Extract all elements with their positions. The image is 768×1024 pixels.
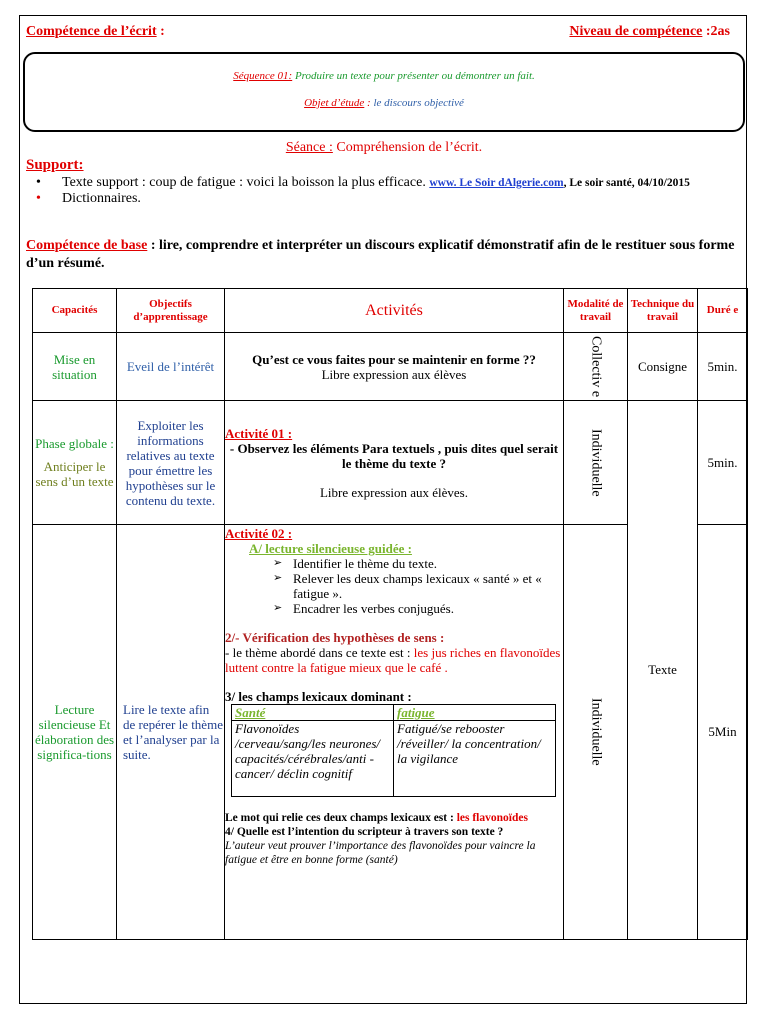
objectif-cell: Lire le texte afin de repérer le thème et l’analyser par la suite.: [117, 525, 225, 940]
lecture-guidee-title: A/ lecture silencieuse guidée :: [249, 541, 412, 556]
support-list: [36, 175, 736, 207]
objectif-cell: Eveil de l’intérêt: [117, 333, 225, 401]
modalite-text: Collectiv e: [588, 335, 604, 398]
support-item-text: • Texte support : coup de fatigue : voici la boisson la plus efficace. www. Le Soir dAlgerie.com, Le soir santé, 04/10/2015: [36, 175, 690, 190]
table-row: [33, 401, 748, 525]
capacite-cell: [33, 401, 117, 525]
list-item: ➢ Identifier le thème du texte.: [273, 556, 563, 571]
objet-line: Objet d’étude : le discours objectivé: [304, 97, 464, 109]
verification-text: - le thème abordé dans ce texte est : les jus riches en flavonoïdes luttent contre la fatigue mieux que le café .: [225, 645, 561, 675]
champs-table: [231, 704, 556, 797]
duree-cell: 5min.: [698, 401, 748, 525]
list-item: ➢ Encadrer les verbes conjugués.: [273, 601, 563, 616]
modalite-cell: [564, 525, 628, 940]
modalite-text: Individuelle: [588, 698, 604, 766]
question-4: 4/ Quelle est l’intention du scripteur à travers son texte ?: [225, 826, 504, 838]
lesson-table: [32, 288, 748, 940]
capacite-cell: Mise en situation: [33, 333, 117, 401]
question-4-answer: L’auteur veut prouver l’importance des flavonoïdes pour vaincre la fatigue et être en bonne forme (santé): [225, 840, 536, 866]
verification-title: 2/- Vérification des hypothèses de sens :: [225, 630, 445, 645]
activite-cell: [225, 401, 564, 525]
list-item: ➢ Relever les deux champs lexicaux « santé » et « fatigue ».: [273, 571, 563, 601]
competence-heading: Compétence de l’écrit :: [26, 24, 165, 39]
champs-title: 3/ les champs lexicaux dominant :: [225, 689, 412, 704]
technique-cell: Consigne: [628, 333, 698, 401]
modalite-cell: [564, 401, 628, 525]
activite-instruction: - Observez les éléments Para textuels , puis dites quel serait le thème du texte ?: [229, 440, 559, 471]
header-technique: Technique du travail: [628, 289, 698, 333]
modalite-cell: [564, 333, 628, 401]
col-fatigue-header: fatigue: [394, 705, 556, 721]
answer-text: Libre expression aux élèves: [321, 366, 467, 382]
question-text: Qu’est ce vous faites pour se maintenir en forme ??: [252, 351, 536, 367]
objectif-cell: Exploiter les informations relatives au texte pour émettre les hypothèses sur le contenu du texte.: [117, 401, 225, 525]
capacite-cell: Lecture silencieuse Et élaboration des significa-tions: [33, 525, 117, 940]
fatigue-words: Fatigué/se rebooster /réveiller/ la concentration/ la vigilance: [394, 721, 556, 797]
competence-base: Compétence de base : lire, comprendre et interpréter un discours explicatif démonstratif afin de le restituer sous forme d’un résumé.: [26, 238, 735, 271]
niveau-heading: Niveau de compétence :2as: [569, 24, 730, 39]
header-objectifs: Objectifs d’apprentissage: [117, 289, 225, 333]
technique-cell: Texte: [628, 401, 698, 940]
seance-title: Séance : Compréhension de l’écrit.: [285, 140, 483, 155]
support-item-dictionnaires: • Dictionnaires.: [36, 191, 141, 206]
activite-title: Activité 01 :: [225, 425, 293, 441]
header-activites: Activités: [225, 289, 564, 333]
task-list: [225, 556, 563, 616]
duree-cell: 5min.: [698, 333, 748, 401]
header-modalite: Modalité de travail: [564, 289, 628, 333]
sante-words: Flavonoïdes /cerveau/sang/les neurones/ capacités/cérébrales/anti -cancer/ déclin cognitif: [232, 721, 394, 797]
modalite-text: Individuelle: [588, 428, 604, 497]
activite-cell: [225, 333, 564, 401]
activite-title: Activité 02 :: [225, 526, 293, 541]
table-row: [33, 333, 748, 401]
sequence-box: [23, 52, 745, 132]
sequence-line: Séquence 01: Produire un texte pour présenter ou démontrer un fait.: [233, 70, 535, 82]
header-capacites: Capacités: [33, 289, 117, 333]
support-heading: Support:: [26, 157, 84, 173]
activite-cell: [225, 525, 564, 940]
capacite-phase: Phase globale :: [35, 436, 114, 451]
capacite-anticiper: Anticiper le sens d’un texte: [35, 459, 114, 489]
table-header-row: [33, 289, 748, 333]
header-duree: Duré e: [698, 289, 748, 333]
duree-cell: 5Min: [698, 525, 748, 940]
answer-text: Libre expression aux élèves.: [319, 484, 468, 500]
mot-liaison: Le mot qui relie ces deux champs lexicaux est : les flavonoïdes: [225, 812, 528, 824]
source-link[interactable]: www. Le Soir dAlgerie.com: [429, 177, 564, 189]
col-sante-header: Santé: [232, 705, 394, 721]
